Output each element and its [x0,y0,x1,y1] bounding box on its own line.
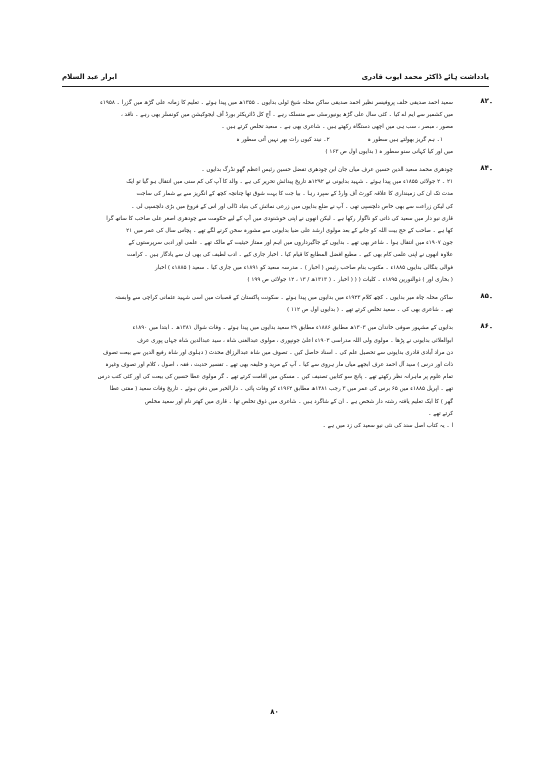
running-header [62,73,489,85]
entry-line: ۲۱ ۔ ۲ جولائی ۱۸۵۵ء میں پیدا ہوئے ۔ شہید بدایونی نے ۱۲۹۲ھ تاریخ پیدائش تحریر کی ہے ۔ والد کا آپ کی کم سنی میں انتقال ہو گیا تو ایک [126,179,453,186]
entry-line: ( بخاری اور ) ذوالنورین ۱۸۹۵ء ۔ کلیات ( ( ( اخبار ۔ ( ۱۳۱۳ھ / ۱۳ ، ۱۲ جولائی ص ۱۹۹ ) [247,276,453,283]
entry-line: ساکن محلہ چاہ میر بدایوں ۔ کچھ کلام ۱۹۲۳ء میں بدایوں میں پیدا ہوئے ۔ سکونت پاکستان کے قصبات میں اسی شہید عثمانی کراچی سے وابستہ [114,295,453,302]
entry-line: مدت تک ان کی زمینداری کا علاقہ کورٹ آف وارڈ کے سپرد رہا ۔ بیا جت کا بہت شوق تھا چنانچہ کچھ کے انگریز سے بے شمار کی ساجت [136,191,453,198]
entry-line: چودھری محمد سعید الدین حسین عرف میاں جان ابن چودھری تفضل حسین رئیس اعظم گھو نڈرگ بدایوں ۔ [201,167,453,174]
page-number: ۸۰ [270,708,279,716]
entry-line: ا ۔ یہ کتاب اصل سند کی نئی نیو سعید کی زد میں ہے ۔ [322,423,453,430]
entry-line: کرتے تھے ۔ [428,410,453,417]
entry-number: ۸۵۔ [480,292,493,301]
entry-82 [64,97,497,158]
entry-line: قاری نیو دار میں سعید کی ذاتی کو ناگوار رکھا ہے ۔ لیکن انھوں نے اپنی خوشنودی میں آپ کے لیے حکومت سے چودھری اصغر علی صاحب کا ساتھ گرا [106,215,453,222]
entry-line: تھے ۔ شاعری بھی کی ۔ سعید تخلص کرتے تھے ۔ ( بدایوں اول ص ۱۱۲ ) [287,307,453,314]
entry-line: سعید احمد صدیقی خلف پروفیسر نظیر احمد صدیقی ساکن محلہ شیخ ٹولی بدایوں ۔ ۱۳۵۵ھ میں پیدا ہوئے ۔ تعلیم کا زمانہ علی گڑھ میں گزرا ۔ ۱۹۵۸ء [100,100,453,106]
entry-line: جون ۱۹۰۷ء میں انتقال ہوا ۔ شاعر بھی تھے ۔ بدایوں کے جاگیرداروں میں اہم اور ممتاز حیثیت کے مالک تھے ۔ علمی اور ادبی سرپرستوں کے [128,240,453,247]
entry-line: گھر ) کا ایک تعلیم یافتہ رشتہ دار شخص ہے ۔ ان کے شاگرد ہیں ۔ شاعری میں ذوق تخلص تھا ۔ قاری میں کھتر نام اور سعید مخلص [144,398,453,405]
entry-84 [64,164,497,286]
verse-line: ۱۔ ہم گریز بھولتے ہیں سطور ہ [367,136,443,143]
header-title: یادداشت ہائے ڈاکٹر محمد ایوب قادری [361,73,489,81]
entry-line: ذات اور درس ) سید آل احمد عرف ابجھے میاں مار ہروی سے کیا ۔ آپ کے مرید و خلیفہ بھی تھے ۔ تفسیر حدیث ، فقہ ، اصول ، کلام اور تصوف وغیرہ [105,362,453,369]
entry-line: میں اور کیا کہانی سنو سطور ہ ( بدایوں اول ص ۱۶۳ ) [325,148,453,155]
entry-line: فوالی بنگالی بدایوں ۱۸۸۵ء ۔ مکتوب بنام صاحب رئیس ( اخبار ) ۔ مدرسہ سعید کو ۱۸۹۱ء میں جاری کیا ۔ سعید ( ۱۸۸۵ء ) اخبار [155,264,453,271]
entry-86 [64,322,497,432]
entry-line: کی لیکن زراعت سے بھی خاص دلچسپی تھی ۔ آپ نے ضلع بدایوں میں زرعی نمائش کی بنیاد ڈالی اور اس کے فروغ میں بڑی دلچسپی لی ۔ [131,203,453,210]
entry-number: ۸۲۔ [480,97,493,105]
entry-line: مصور ، مبصر ، سب ہی میں اچھی دستگاہ رکھتے ہیں ۔ شاعری بھی ہے ۔ سعید تخلص کرتے ہیں ۔ [221,124,453,131]
entry-line: تھے ۔ اپریل ۱۸۸۵ء میں ۶۵ برس کی عمر میں ۳ رجب ۱۳۸۱ھ مطابق ۱۹۶۲ء کو وفات پائی ۔ دارالخیر میں دفن ہوئے ۔ تاریخ وفات سعید ( مفتی عطا [109,386,453,393]
entry-number: ۸۴۔ [480,164,493,173]
entry-line: علاوہ انھوں نے اپنی علمی کام بھی کیے ۔ مطبع افضل المطابع کا قیام کیا ۔ اخبار جاری کیے ۔ ادب لطیف کی بھی ان سے یادگار ہیں ۔ کرامت [126,252,453,259]
entry-line: میں کشمیر سے ایم اے کیا ۔ کئی سال علی گڑھ یونیورسٹی سے منسلک رہے ۔ آج کل ڈائریکٹر بورڈ آف ایجوکیشن میں کونسلر بھی رہے ۔ ناقد ، [120,112,453,119]
entry-line: دن مراد آبادی قادری بدایونی سے تحصیل علم کی ۔ اسناد حاصل کیں ۔ تصوف میں شاہ عبدالرزاق محدث ( دہلوی اور شاہ رفیع الدین سے بیعت تصوف [102,349,453,356]
verse-couplets [64,134,453,146]
entry-line: ابوالعلائی بدایونی نے پڑھا ۔ مولوی ولی اللہ مدراسی ۱۹۰۳ء اعلیٰ جونپوری ، مولوی عبدالغنی شاہ ، سید عبدالدین شاہ جہاں پوری عرف [137,337,453,344]
entry-line: تمام علوم پر ماہرانہ نظر رکھتے تھے ۔ پانچ سو کتابیں تصنیف کیں ۔ مسکن میں اقامت کرتے تھے ۔ گر مولوی عطا حسین کی بیعت کی اور کئی کتب درس [97,374,453,381]
entry-line: کھا ہے ۔ صاحب کے حج بیت اللہ کو جانے کے بعد مولوی ارشد علی ضیا بدایونی سے مشورہ سخن کرنے لگے تھے ۔ پچاس سال کی عمر میں ۲۱ [126,228,453,235]
header-author: ابرار عبد السلام [62,73,117,81]
header-divider [62,86,489,87]
entry-85 [64,292,497,316]
entries-list [64,97,497,438]
entry-number: ۸۶۔ [480,322,493,331]
entry-line: بدایوں کے مشہور صوفی خاندان میں ۱۳۰۳ھ مطابق ۱۸۸۶ء مطابق ۲۹ سعید بدایوں میں پیدا ہوئے ۔ وفات شوال ۱۳۸۱ھ ۔ ابتدا میں ۱۸۹۰ء [132,325,453,332]
verse-line: ۲۔ نیند کیوں رات بھر نہیں آتی سطور ہ [236,136,330,143]
